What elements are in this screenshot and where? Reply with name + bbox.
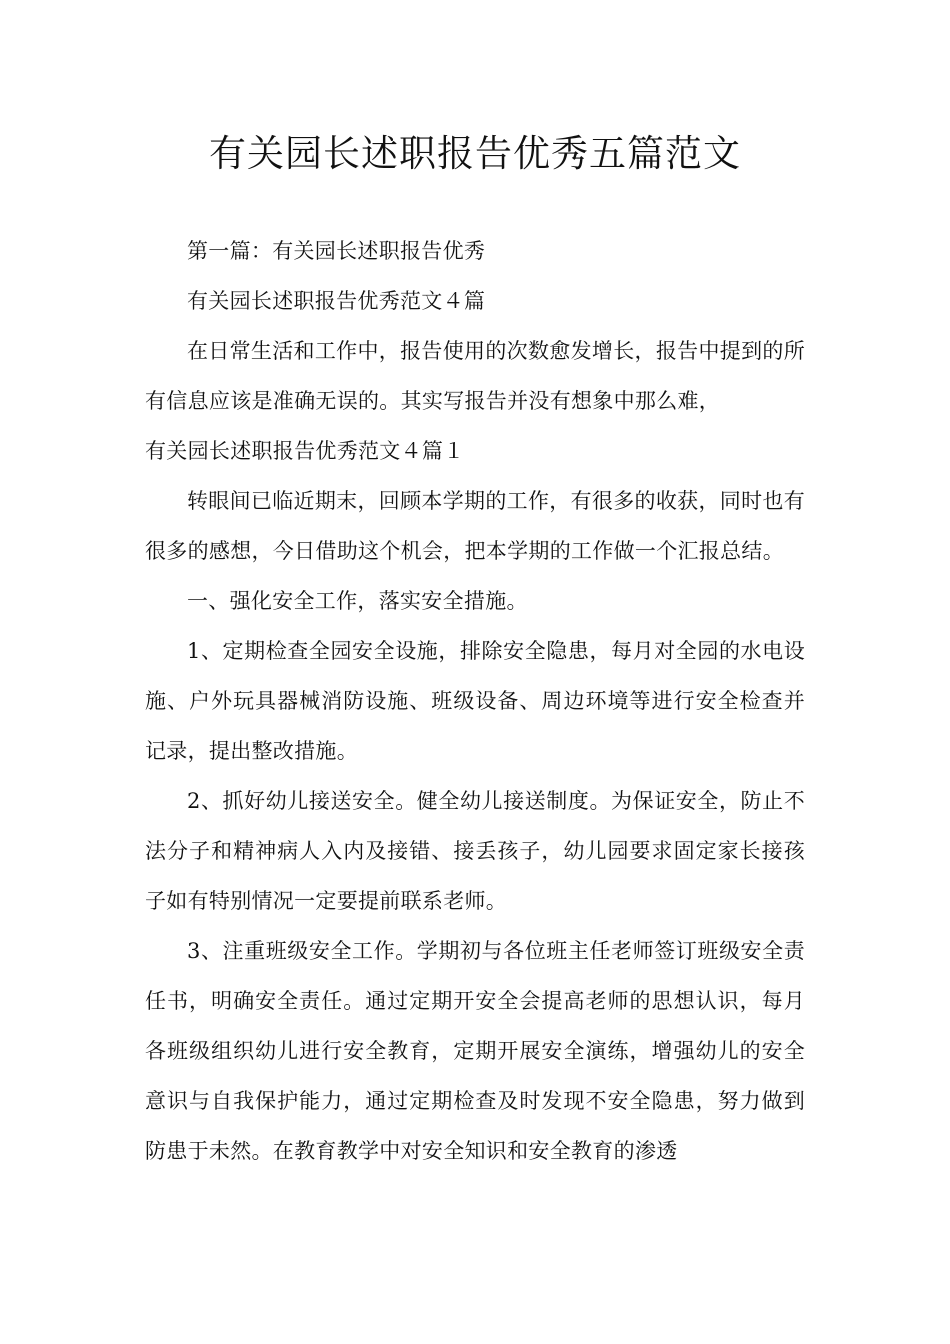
document-body <box>145 226 805 1176</box>
paragraph-subtitle: 有关园长述职报告优秀范文４篇 <box>187 289 486 313</box>
paragraph-item-2: 2、抓好幼儿接送安全。健全幼儿接送制度。为保证安全，防止不法分子和精神病人入内及接错、接丢孩子，幼儿园要求固定家长接孩子如有特别情况一定要提前联系老师。 <box>145 789 805 913</box>
paragraph-point-one: 一、强化安全工作，落实安全措施。 <box>187 589 528 613</box>
paragraph-section-heading: 有关园长述职报告优秀范文４篇１ <box>145 439 465 463</box>
paragraph-intro: 在日常生活和工作中，报告使用的次数愈发增长，报告中提到的所有信息应该是准确无误的。其实写报告并没有想象中那么难， <box>145 339 805 413</box>
paragraph-item-1: 1、定期检查全园安全设施，排除安全隐患，每月对全园的水电设施、户外玩具器械消防设施、班级设备、周边环境等进行安全检查并记录，提出整改措施。 <box>145 639 805 763</box>
paragraph-summary: 转眼间已临近期末，回顾本学期的工作，有很多的收获，同时也有很多的感想，今日借助这个机会，把本学期的工作做一个汇报总结。 <box>145 489 805 563</box>
paragraph-item-3: 3、注重班级安全工作。学期初与各位班主任老师签订班级安全责任书，明确安全责任。通过定期开安全会提高老师的思想认识，每月各班级组织幼儿进行安全教育，定期开展安全演练，增强幼儿的安全意识与自我保护能力，通过定期检查及时发现不安全隐患，努力做到防患于未然。在教育教学中对安全知识和安全教育的渗透 <box>145 939 805 1163</box>
paragraph-chapter-heading: 第一篇：有关园长述职报告优秀 <box>187 239 486 263</box>
document-title: 有关园长述职报告优秀五篇范文 <box>209 132 741 175</box>
